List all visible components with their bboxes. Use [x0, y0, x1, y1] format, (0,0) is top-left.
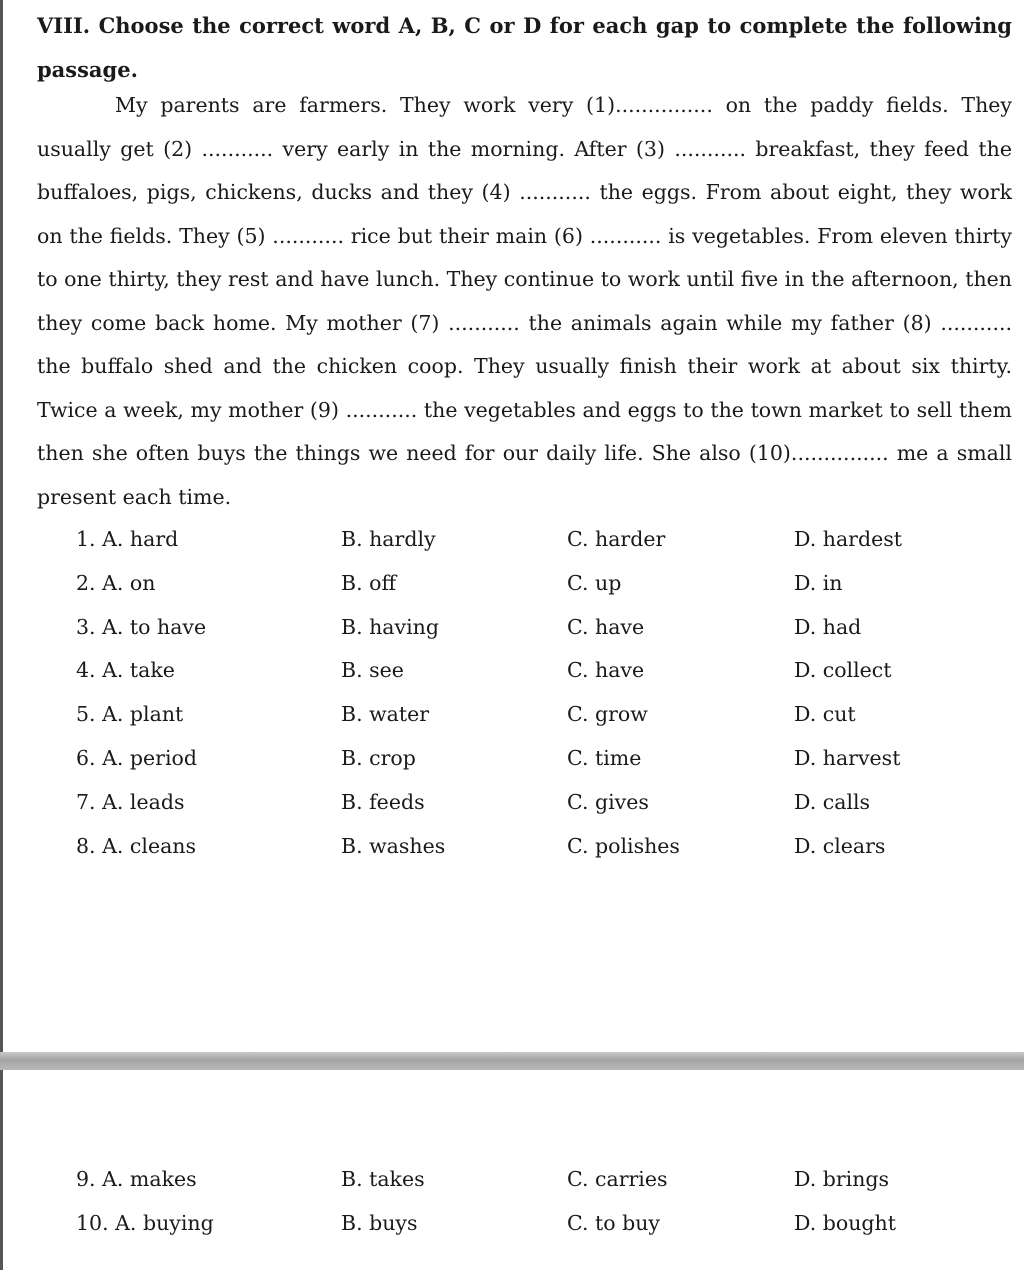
option-4a: 4. A. take: [76, 658, 175, 683]
option-10a: 10. A. buying: [76, 1210, 214, 1235]
option-4b: B. see: [341, 658, 404, 683]
option-3d: D. had: [794, 614, 862, 639]
page-break-divider: [0, 1052, 1024, 1070]
option-10c: C. to buy: [567, 1210, 660, 1235]
option-5a: 5. A. plant: [76, 702, 184, 727]
option-row-4: [0, 649, 1024, 693]
option-6b: B. crop: [341, 745, 416, 770]
option-2c: C. up: [567, 570, 622, 595]
option-6a: 6. A. period: [76, 745, 197, 770]
option-row-8: [0, 825, 1024, 869]
option-4d: D. collect: [794, 658, 892, 683]
option-7c: C. gives: [567, 789, 649, 814]
option-8a: 8. A. cleans: [76, 833, 197, 858]
option-6d: D. harvest: [794, 745, 901, 770]
option-9b: B. takes: [341, 1167, 425, 1191]
option-row-1: [0, 518, 1024, 562]
option-9c: C. carries: [567, 1167, 668, 1191]
passage-text: My parents are farmers. They work very (1)............... on the paddy fields. They usually get (2) ........... very early in the morning. After (3) ........... breakfast, they feed the buffaloes, pigs, chickens, ducks and they (4) ........... the eggs. From about eight, they work on the fields. They (5) ........... rice but their main (6) ........... is vegetables. From eleven thirty to one thirty, they rest and have lunch. They continue to work until five in the afternoon, then they come back home. My mother (7) ........... the animals again while my father (8) ........... the buffalo shed and the chicken coop. They usually finish their work at about six thirty. Twice a week, my mother (9) ........... the vegetables and eggs to the town market to sell them then she often buys the things we need for our daily life. She also (10)............... me a small present each time.: [37, 93, 1012, 509]
option-10b: B. buys: [341, 1210, 418, 1235]
option-1d: D. hardest: [794, 527, 902, 551]
option-9a: 9. A. makes: [76, 1167, 197, 1191]
option-row-6: [0, 737, 1024, 781]
option-9d: D. brings: [794, 1167, 890, 1191]
option-row-3: [0, 606, 1024, 650]
option-row-7: [0, 781, 1024, 825]
option-4c: C. have: [567, 658, 645, 683]
option-row-2: [0, 562, 1024, 606]
option-7a: 7. A. leads: [76, 789, 185, 814]
option-6c: C. time: [567, 745, 642, 770]
exercise-heading: VIII. Choose the correct word A, B, C or D for each gap to complete the following passage.: [37, 13, 1012, 82]
option-5c: C. grow: [567, 702, 648, 727]
option-row-5: [0, 693, 1024, 737]
option-7b: B. feeds: [341, 789, 425, 814]
options-list-top: [0, 518, 1024, 868]
option-row-9: [0, 1158, 1024, 1202]
option-2d: D. in: [794, 570, 843, 595]
option-1b: B. hardly: [341, 527, 436, 551]
option-10d: D. bought: [794, 1210, 896, 1235]
option-3a: 3. A. to have: [76, 614, 207, 639]
options-list-bottom: [0, 1158, 1024, 1246]
option-row-10: [0, 1202, 1024, 1246]
option-5d: D. cut: [794, 702, 856, 727]
option-2b: B. off: [341, 570, 397, 595]
option-3c: C. have: [567, 614, 645, 639]
option-1a: 1. A. hard: [76, 527, 179, 551]
option-2a: 2. A. on: [76, 570, 156, 595]
option-8c: C. polishes: [567, 833, 680, 858]
option-3b: B. having: [341, 614, 439, 639]
option-5b: B. water: [341, 702, 430, 727]
option-7d: D. calls: [794, 789, 871, 814]
option-8d: D. clears: [794, 833, 886, 858]
option-1c: C. harder: [567, 527, 666, 551]
option-8b: B. washes: [341, 833, 446, 858]
